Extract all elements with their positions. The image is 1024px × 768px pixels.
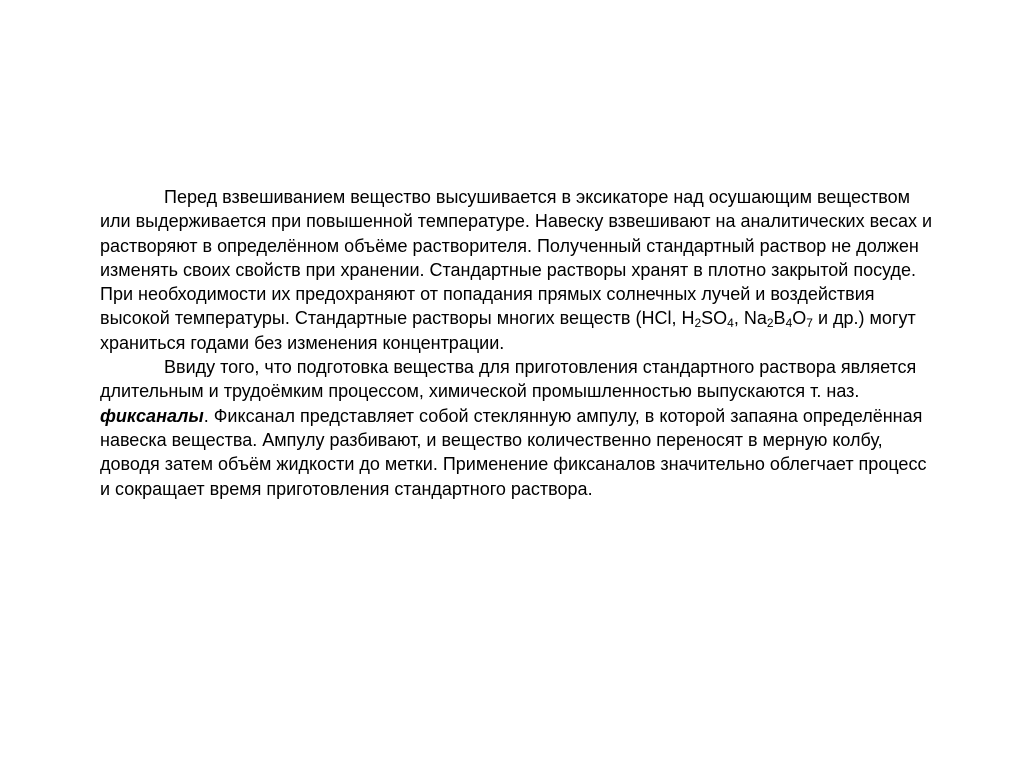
paragraph-2-text-1: Ввиду того, что подготовка вещества для приготовления стандартного раствора является длительным и трудоёмким процессом, химической промышленностью выпускаются т. наз. [100, 357, 917, 402]
subscript-na2: 2 [766, 316, 774, 331]
paragraph-1-text-6: и др.) могут храниться годами без изменения концентрации. [100, 308, 916, 353]
subscript-h2: 2 [694, 316, 702, 331]
subscript-b4: 4 [785, 316, 793, 331]
term-fixanals: фиксаналы [100, 405, 204, 426]
paragraph-1-text-2: SO [701, 308, 728, 329]
paragraph-1-text-5: O [792, 308, 807, 329]
subscript-o7: 7 [806, 316, 813, 331]
text-body [100, 185, 940, 501]
paragraph-1-text-1: Перед взвешиванием вещество высушивается в эксикаторе над осушающим веществом или выдерживается при повышенной температуре. Навеску взвешивают на аналитических весах и растворяют в определённом объёме растворителя. Полученный стандартный раствор не должен изменять своих свойств при хранении. Стандартные растворы хранят в плотно закрытой посуде. При необходимости их предохраняют от попадания прямых солнечных лучей и воздействия высокой температуры. Стандартные растворы многих веществ (HCl, H [100, 187, 933, 329]
paragraph-1-text-3: , Na [733, 308, 767, 329]
paragraph-1 [100, 185, 940, 355]
paragraph-2 [100, 355, 940, 501]
paragraph-1-text-4: B [773, 308, 786, 329]
subscript-so4: 4 [727, 316, 734, 331]
paragraph-2-text-2: . Фиксанал представляет собой стеклянную ампулу, в которой запаяна определённая навеска вещества. Ампулу разбивают, и вещество количественно переносят в мерную колбу, доводя затем объём жидкости до метки. Применение фиксаналов значительно облегчает процесс и сокращает время приготовления стандартного раствора. [100, 405, 927, 499]
